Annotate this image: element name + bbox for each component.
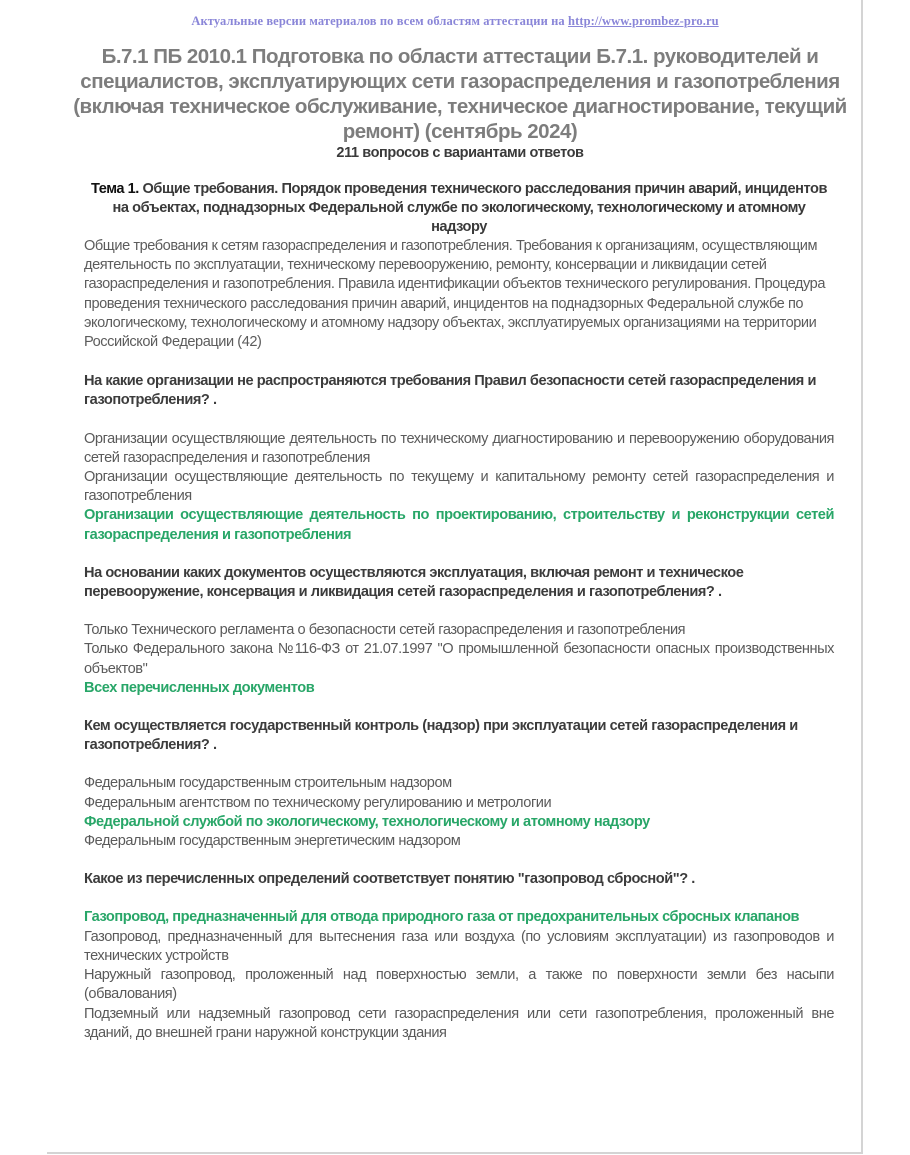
question-list [84,372,834,1043]
topic-heading [84,180,834,237]
question-block [84,372,834,545]
banner-link[interactable]: http://www.prombez-pro.ru [568,14,719,28]
question-text: На какие организации не распространяются требования Правил безопасности сетей газораспределения и газопотребления? . [84,373,816,409]
answer-option: Наружный газопровод, проложенный над поверхностью земли, а также по поверхности земли без насыпи (обвалования) [84,967,834,1003]
answer-option: Газопровод, предназначенный для вытеснения газа или воздуха (по условиям эксплуатации) из газопроводов и технических устройств [84,928,834,964]
document-title: Б.7.1 ПБ 2010.1 Подготовка по области аттестации Б.7.1. руководителей и специалистов, эксплуатирующих сети газораспределения и газопотребления (включая техническое обслуживание, техническое диагностирование, текущий ремонт) (сентябрь 2024) [73,45,847,143]
answer-list [84,430,834,545]
answer-option: Федеральным государственным строительным надзором [84,775,452,792]
topic-description: Общие требования к сетям газораспределения и газопотребления. Требования к организациям, осуществляющим деятельность по эксплуатации, техническому перевооружению, ремонту, консервации и ликвидации сетей газораспределения и газопотребления. Правила идентификации объектов технического регулирования. Процедура проведения технического расследования причин аварий, инцидентов на поднадзорных Федеральной службе по экологическому, технологическому и атомному надзору объектах, эксплуатируемых организациями на территории Российской Федерации (42) [84,238,825,351]
site-banner [0,14,910,29]
document-subtitle: 211 вопросов с вариантами ответов [336,145,584,161]
answer-option: Организации осуществляющие деятельность по текущему и капитальному ремонту сетей газораспределения и газопотребления [84,469,834,505]
question-text: Какое из перечисленных определений соответствует понятию "газопровод сбросной"? . [84,871,695,888]
question-block [84,717,834,851]
question-block [84,564,834,698]
answer-list [84,774,834,851]
answer-option: Подземный или надземный газопровод сети газораспределения или сети газопотребления, проложенный вне зданий, до внешней грани наружной конструкции здания [84,1005,834,1041]
answer-list [84,621,834,698]
page-bottom-edge [47,1152,863,1154]
correct-answer: Федеральной службой по экологическому, технологическому и атомному надзору [84,813,650,830]
document-content [84,180,834,1062]
topic-number: Тема 1. [91,181,139,197]
banner-text: Актуальные версии материалов по всем областям аттестации на [191,14,569,28]
answer-option: Федеральным агентством по техническому регулированию и метрологии [84,794,552,811]
answer-option: Только Технического регламента о безопасности сетей газораспределения и газопотребления [84,622,686,639]
answer-option: Только Федерального закона №116-ФЗ от 21.07.1997 "О промышленной безопасности опасных производственных объектов" [84,641,834,677]
question-text: На основании каких документов осуществляются эксплуатация, включая ремонт и техническое перевооружение, консервация и ликвидация сетей газораспределения и газопотребления? . [84,564,744,601]
question-block [84,870,834,1043]
answer-option: Организации осуществляющие деятельность по техническому диагностированию и перевооружению оборудования сетей газораспределения и газопотребления [84,430,834,466]
correct-answer: Организации осуществляющие деятельность по проектированию, строительству и реконструкции сетей газораспределения и газопотребления [84,507,834,543]
topic-title: Общие требования. Порядок проведения технического расследования причин аварий, инцидентов на объектах, поднадзорных Федеральной службе по экологическому, технологическому и атомному надзору [112,181,827,235]
correct-answer: Всех перечисленных документов [84,679,315,696]
answer-list [84,908,834,1042]
answer-option: Федеральным государственным энергетическим надзором [84,833,461,850]
correct-answer: Газопровод, предназначенный для отвода природного газа от предохранительных сбросных клапанов [84,909,800,926]
question-text: Кем осуществляется государственный контроль (надзор) при эксплуатации сетей газораспределения и газопотребления? . [84,718,798,754]
